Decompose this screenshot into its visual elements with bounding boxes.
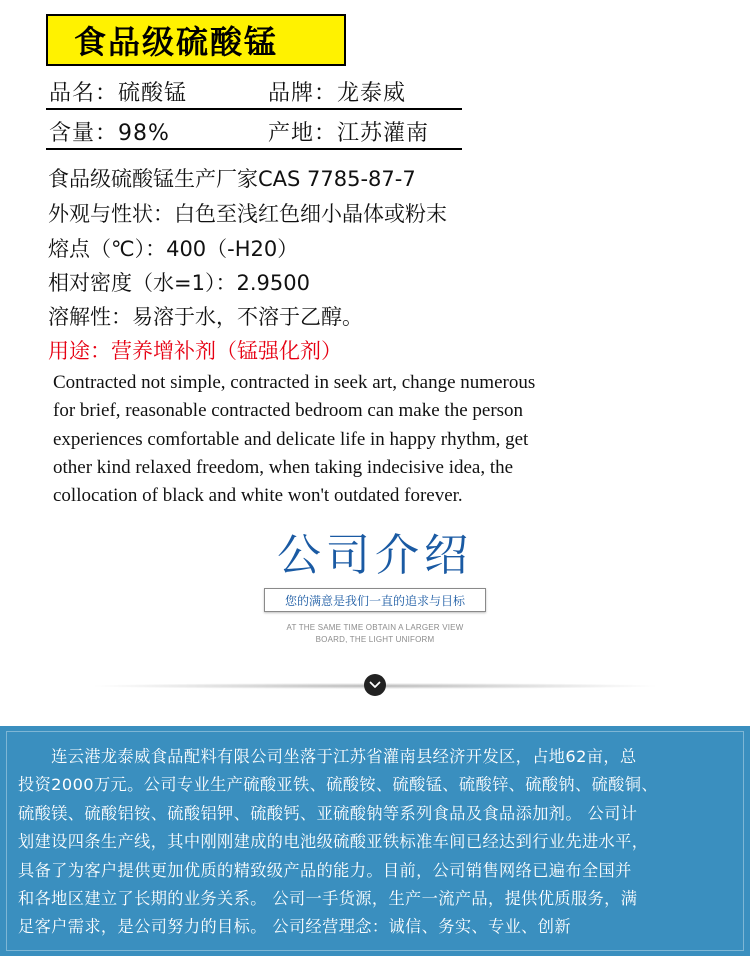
intro-line: 硫酸镁、硫酸铝铵、硫酸铝钾、硫酸钙、亚硫酸钠等系列食品及食品添加剂。 公司计 [18, 803, 638, 823]
spec-name: 品名：硫酸锰 [49, 81, 188, 106]
intro-line: 划建设四条生产线，其中刚刚建成的电池级硫酸亚铁标准车间已经达到行业先进水平， [18, 832, 649, 852]
desc-density: 相对密度（水=1）：2.9500 [48, 271, 310, 295]
slogan-text: 您的满意是我们一直的追求与目标 [284, 593, 465, 608]
slogan-english-line: BOARD, THE LIGHT UNIFORM [315, 635, 435, 644]
english-line: Contracted not simple, contracted in seek art, change numerous [53, 372, 536, 393]
company-intro-text [18, 743, 736, 942]
english-line: other kind relaxed freedom, when taking indecisive idea, the [53, 456, 514, 478]
desc-solubility: 溶解性：易溶于水，不溶于乙醇。 [48, 305, 363, 329]
spec-origin: 产地：江苏灌南 [268, 121, 430, 146]
desc-manufacturer-cas: 食品级硫酸锰生产厂家CAS 7785-87-7 [48, 167, 416, 191]
spec-row-content-origin [46, 112, 462, 150]
spec-brand: 品牌：龙泰威 [268, 81, 407, 106]
desc-melting-point: 熔点（℃）：400（-H20） [48, 237, 299, 261]
intro-line: 和各地区建立了长期的业务关系。 公司一手货源，生产一流产品，提供优质服务，满 [18, 889, 638, 909]
spec-content: 含量：98% [49, 121, 170, 146]
slogan-english [0, 622, 750, 646]
intro-line: 连云港龙泰威食品配料有限公司坐落于江苏省灌南县经济开发区，占地62亩，总 [18, 747, 637, 766]
slogan-box [264, 588, 486, 612]
english-line: collocation of black and white won't outdated forever. [53, 485, 463, 507]
slogan-english-line: AT THE SAME TIME OBTAIN A LARGER VIEW [286, 623, 464, 632]
intro-line: 具备了为客户提供更加优质的精致级产品的能力。目前，公司销售网络已遍布全国并 [18, 860, 632, 880]
expand-button[interactable] [364, 674, 386, 696]
company-section-title: 公司介绍 [277, 530, 473, 581]
spec-row-name-brand [46, 72, 462, 110]
product-title: 食品级硫酸锰 [74, 23, 279, 61]
intro-line: 足客户需求，是公司努力的目标。 公司经营理念：诚信、务实、专业、创新 [18, 917, 571, 937]
chevron-down-icon [369, 681, 381, 689]
desc-appearance: 外观与性状：白色至浅红色细小晶体或粉末 [48, 202, 447, 226]
english-line: for brief, reasonable contracted bedroom can make the person [53, 400, 524, 422]
english-paragraph [53, 369, 653, 510]
intro-line: 投资2000万元。公司专业生产硫酸亚铁、硫酸铵、硫酸锰、硫酸锌、硫酸钠、硫酸铜、 [18, 775, 658, 795]
company-intro-panel [0, 726, 750, 956]
product-title-banner [46, 14, 346, 66]
desc-usage: 用途：营养增补剂（锰强化剂） [48, 339, 342, 363]
english-line: experiences comfortable and delicate life in happy rhythm, get [53, 428, 529, 450]
